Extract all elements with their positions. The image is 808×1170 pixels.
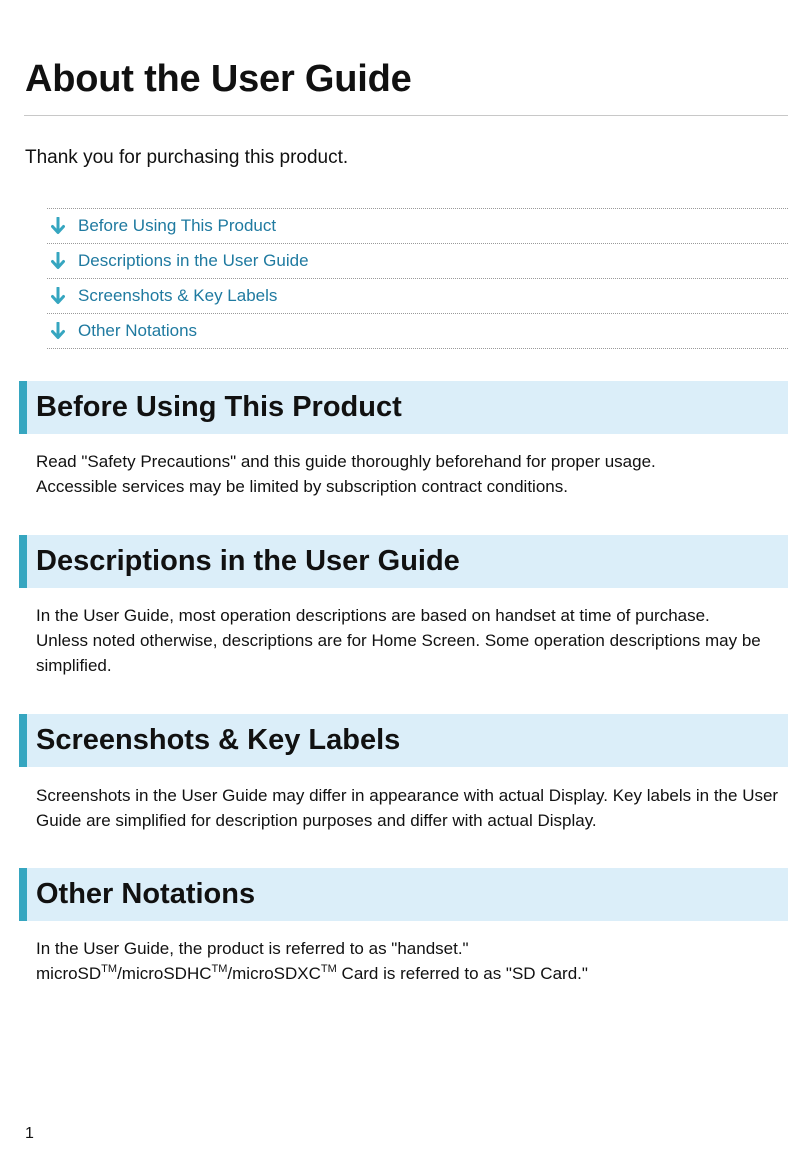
section-heading-screenshots — [19, 714, 788, 767]
section-heading-other-notations — [19, 868, 788, 921]
page-title: About the User Guide — [25, 58, 412, 100]
section-title: Screenshots & Key Labels — [36, 724, 401, 756]
trademark-mark: TM — [320, 963, 337, 975]
down-arrow-icon — [51, 287, 65, 305]
sd-card-line — [36, 961, 784, 986]
trademark-mark: TM — [101, 963, 118, 975]
section-body-screenshots — [36, 783, 784, 833]
section-body-before-using — [36, 449, 784, 499]
section-title: Before Using This Product — [36, 391, 402, 423]
sdhc-part: /microSDHC — [117, 964, 212, 983]
sdxc-part: /microSDXC — [227, 964, 321, 983]
title-divider — [24, 115, 788, 116]
body-line: Unless noted otherwise, descriptions are for Home Screen. Some operation descriptions may be simplified. — [36, 631, 761, 675]
down-arrow-icon — [51, 322, 65, 340]
sd-part: microSD — [36, 964, 102, 983]
section-title: Other Notations — [36, 878, 256, 910]
section-body-descriptions — [36, 603, 784, 678]
toc-link-before-using[interactable] — [47, 209, 788, 244]
page-number: 1 — [25, 1125, 34, 1142]
body-line: In the User Guide, the product is referred to as "handset." — [36, 939, 469, 958]
toc-link-descriptions[interactable] — [47, 244, 788, 279]
trademark-mark: TM — [211, 963, 228, 975]
down-arrow-icon — [51, 217, 65, 235]
body-line: In the User Guide, most operation descriptions are based on handset at time of purchase. — [36, 606, 710, 625]
toc-label[interactable]: Screenshots & Key Labels — [78, 286, 278, 305]
section-body-other-notations — [36, 936, 784, 986]
down-arrow-icon — [51, 252, 65, 270]
toc-label[interactable]: Descriptions in the User Guide — [78, 251, 309, 270]
body-line: Screenshots in the User Guide may differ in appearance with actual Display. Key labels in the User Guide are simplified for description purposes and differ with actual Display. — [36, 786, 779, 830]
toc-label[interactable]: Other Notations — [78, 321, 198, 340]
body-line: Read "Safety Precautions" and this guide thoroughly beforehand for proper usage. — [36, 452, 656, 471]
section-title: Descriptions in the User Guide — [36, 545, 460, 577]
table-of-contents — [47, 208, 788, 349]
toc-label[interactable]: Before Using This Product — [78, 216, 277, 235]
intro-text: Thank you for purchasing this product. — [25, 147, 349, 168]
body-line: Accessible services may be limited by subscription contract conditions. — [36, 477, 568, 496]
sd-card-suffix: Card is referred to as "SD Card." — [336, 964, 588, 983]
toc-link-screenshots[interactable] — [47, 279, 788, 314]
section-heading-descriptions — [19, 535, 788, 588]
toc-link-other-notations[interactable] — [47, 314, 788, 349]
section-heading-before-using — [19, 381, 788, 434]
